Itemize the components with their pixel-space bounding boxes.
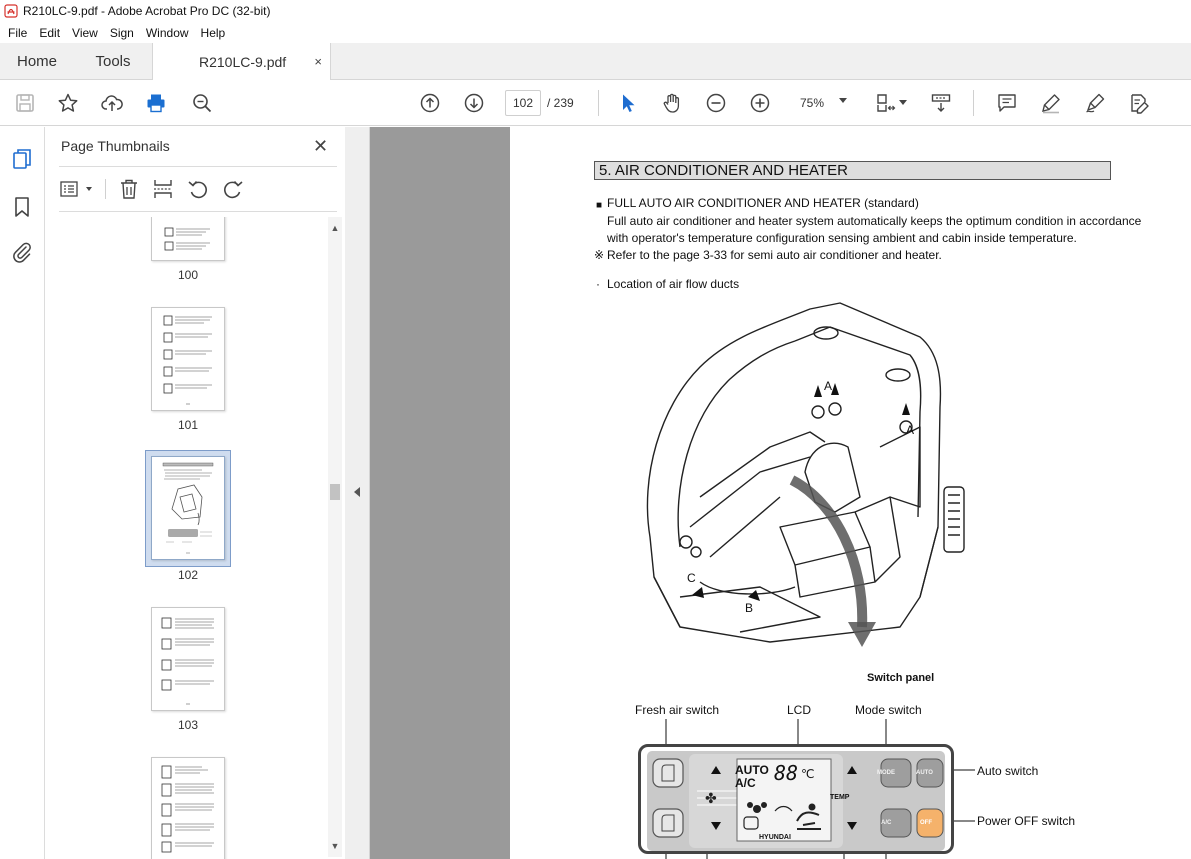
off-button-label: OFF xyxy=(920,820,932,826)
mode-switch-label: Mode switch xyxy=(855,703,922,717)
page-thumbnail-selected[interactable] xyxy=(151,456,225,560)
lcd-unit: ℃ xyxy=(801,767,815,781)
thumbnail-options-icon[interactable] xyxy=(59,177,83,201)
scroll-mode-icon[interactable] xyxy=(929,91,953,115)
toolbar-separator xyxy=(598,90,599,116)
rotate-clockwise-icon[interactable] xyxy=(221,177,245,201)
thumbnail-page-label: 102 xyxy=(177,568,199,582)
duct-label-a: A xyxy=(824,379,833,393)
lcd-label: LCD xyxy=(787,703,812,717)
page-thumbnail[interactable] xyxy=(151,217,225,261)
navigation-rail xyxy=(0,127,45,859)
page-thumbnails-icon[interactable] xyxy=(10,147,34,171)
lcd-ac-text: A/C xyxy=(735,776,756,790)
title-bar xyxy=(0,0,1191,22)
bookmark-star-icon[interactable] xyxy=(56,91,80,115)
save-icon[interactable] xyxy=(13,91,37,115)
panel-divider xyxy=(59,211,337,212)
select-arrow-icon[interactable] xyxy=(616,91,640,115)
edit-pdf-icon[interactable] xyxy=(1127,91,1151,115)
fresh-air-switch-label: Fresh air switch xyxy=(635,703,720,717)
tab-tools[interactable]: Tools xyxy=(95,53,131,70)
duct-label-a: A xyxy=(906,423,915,437)
tab-bar xyxy=(0,43,1191,80)
tab-close-icon[interactable]: × xyxy=(314,54,322,69)
sub-item-text: Location of air flow ducts xyxy=(607,277,740,291)
power-off-switch-label: Power OFF switch xyxy=(977,814,1076,828)
scroll-up-icon[interactable]: ▲ xyxy=(330,223,340,233)
panel-divider xyxy=(59,166,337,167)
square-bullet-icon: ■ xyxy=(596,200,603,211)
zoom-search-icon[interactable] xyxy=(190,91,214,115)
menu-edit[interactable]: Edit xyxy=(39,25,61,40)
chevron-down-icon xyxy=(839,98,847,103)
heading-suffix: (standard) xyxy=(860,196,919,210)
ac-button-label: A/C xyxy=(881,820,892,826)
chevron-down-icon[interactable] xyxy=(86,187,92,191)
attachments-icon[interactable] xyxy=(10,240,34,264)
menu-help[interactable]: Help xyxy=(200,25,226,40)
menu-view[interactable]: View xyxy=(72,25,98,40)
lcd-auto-text: AUTO xyxy=(735,763,769,777)
auto-button-label: AUTO xyxy=(916,770,933,776)
thumbnail-page-label: 101 xyxy=(177,418,199,432)
acrobat-app-icon xyxy=(4,4,18,18)
window-title: R210LC-9.pdf - Adobe Acrobat Pro DC (32-bit) xyxy=(23,4,271,18)
hand-tool-icon[interactable] xyxy=(660,91,684,115)
thumbnail-list xyxy=(45,217,327,859)
brand-label: HYUNDAI xyxy=(759,834,791,841)
note-text: Refer to the page 3-33 for semi auto air conditioner and heater. xyxy=(607,248,942,262)
upload-cloud-icon[interactable] xyxy=(100,91,124,115)
chevron-down-icon[interactable] xyxy=(899,100,907,105)
page-thumbnail[interactable] xyxy=(151,757,225,859)
scrollbar-thumb[interactable] xyxy=(330,484,340,500)
zoom-level-select[interactable] xyxy=(793,90,855,116)
mode-button-label: MODE xyxy=(877,770,895,776)
temp-label: TEMP xyxy=(830,794,850,801)
panel-collapse-handle[interactable] xyxy=(345,127,370,859)
page-total: / 239 xyxy=(547,96,574,110)
menu-bar xyxy=(0,22,1191,43)
switch-panel-label: Switch panel xyxy=(867,672,935,684)
duct-label-b: B xyxy=(745,601,754,615)
section-title: 5. AIR CONDITIONER AND HEATER xyxy=(594,161,1111,180)
previous-page-icon[interactable] xyxy=(418,91,442,115)
heading-text: FULL AUTO AIR CONDITIONER AND HEATER xyxy=(607,196,861,210)
paragraph-line: Full auto air conditioner and heater system automatically keeps the optimum condition in accordance xyxy=(607,214,1142,228)
auto-switch-label: Auto switch xyxy=(977,764,1039,778)
thumbnail-page-label: 103 xyxy=(177,718,199,732)
next-page-icon[interactable] xyxy=(462,91,486,115)
zoom-level-value: 75% xyxy=(800,96,825,110)
pdf-page xyxy=(510,127,1191,859)
tab-document[interactable] xyxy=(152,43,331,81)
paragraph-line: with operator's temperature configuration sensing ambient and cabin inside temperature. xyxy=(607,231,1077,245)
collapse-arrow-icon xyxy=(354,487,360,497)
delete-icon[interactable] xyxy=(117,177,141,201)
zoom-out-icon[interactable] xyxy=(704,91,728,115)
rotate-counterclockwise-icon[interactable] xyxy=(186,177,210,201)
panel-title: Page Thumbnails xyxy=(61,138,170,154)
tab-home[interactable]: Home xyxy=(16,53,57,70)
page-thumbnails-panel xyxy=(45,127,345,859)
toolbar-separator xyxy=(105,179,106,199)
comment-icon[interactable] xyxy=(995,91,1019,115)
page-number-input[interactable]: 102 xyxy=(505,90,541,116)
document-background xyxy=(370,127,510,859)
bookmarks-icon[interactable] xyxy=(10,195,34,219)
highlight-pen-icon[interactable] xyxy=(1039,91,1063,115)
zoom-in-icon[interactable] xyxy=(748,91,772,115)
thumbnail-page-label: 100 xyxy=(177,268,199,282)
lcd-digits: 88 xyxy=(774,761,799,785)
thumbnail-toolbar xyxy=(59,177,339,203)
menu-sign[interactable]: Sign xyxy=(109,25,134,40)
menu-file[interactable]: File xyxy=(8,25,28,40)
page-thumbnail[interactable] xyxy=(151,307,225,411)
page-thumbnail[interactable] xyxy=(151,607,225,711)
sign-pen-icon[interactable] xyxy=(1083,91,1107,115)
scroll-down-icon[interactable]: ▼ xyxy=(330,841,340,851)
tab-document-label: R210LC-9.pdf xyxy=(199,54,287,70)
duct-label-c: C xyxy=(687,571,696,585)
toolbar-separator xyxy=(973,90,974,116)
page-fit-icon[interactable] xyxy=(874,91,898,115)
print-icon[interactable] xyxy=(144,91,168,115)
note-mark: ※ xyxy=(594,248,605,262)
menu-window[interactable]: Window xyxy=(145,25,189,40)
thumbnail-scrollbar[interactable] xyxy=(328,217,342,857)
sub-bullet: · xyxy=(596,277,600,291)
close-icon[interactable]: ✕ xyxy=(313,136,329,156)
fan-icon: ✤ xyxy=(705,790,717,806)
insert-pages-icon[interactable] xyxy=(151,177,175,201)
